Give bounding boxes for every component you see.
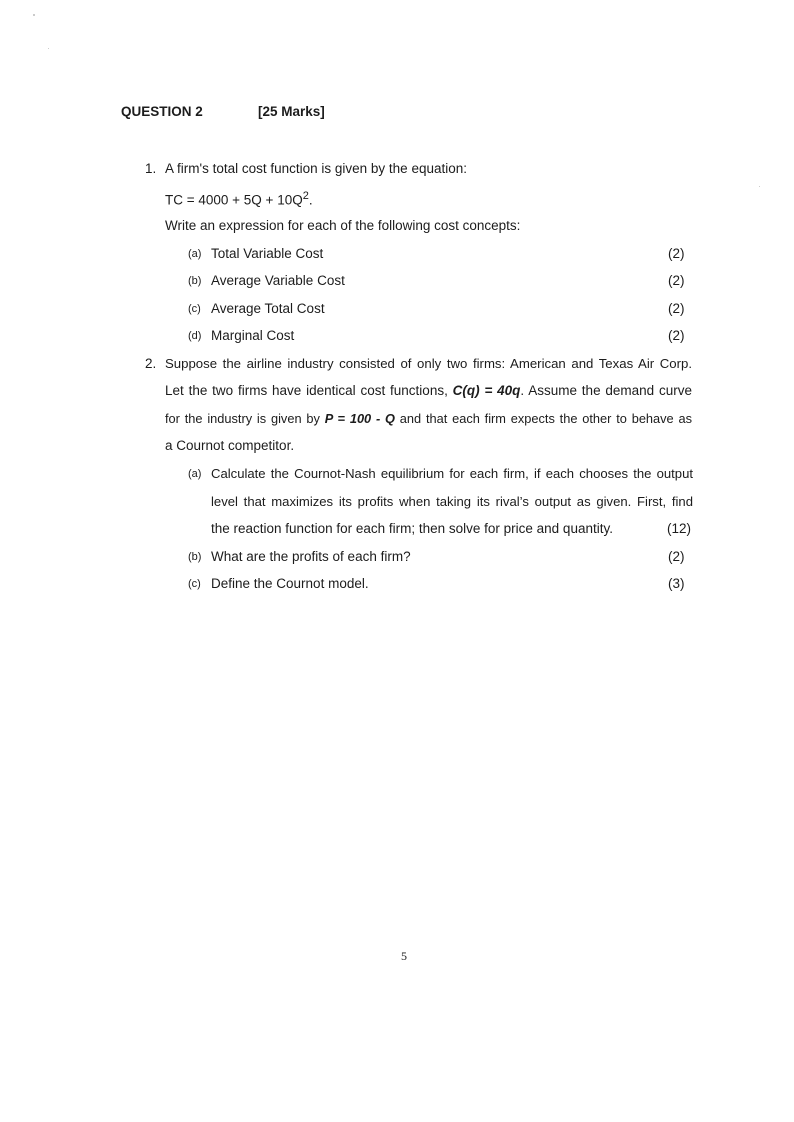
q2-part-b-text: What are the profits of each firm? <box>211 549 411 564</box>
q2-line-4: a Cournot competitor. <box>165 438 295 453</box>
q2-line-1: Suppose the airline industry consisted of only two firms: American and Texas Air Corp. <box>165 356 692 371</box>
q1-part-c-label: (c) <box>188 303 201 315</box>
q2-line-2 <box>165 383 692 398</box>
q1-part-a-label: (a) <box>188 248 202 260</box>
q2-demand-function: P = 100 - Q <box>324 411 395 426</box>
q2-line-3 <box>165 411 692 426</box>
q1-equation-end: . <box>308 192 313 208</box>
q1-part-b-text: Average Variable Cost <box>211 273 345 288</box>
q1-equation-main: TC = 4000 + 5Q + 10Q <box>165 192 303 208</box>
q1-part-a-marks: (2) <box>668 246 685 261</box>
q2-part-b-label: (b) <box>188 551 202 563</box>
page-number: 5 <box>401 949 407 963</box>
q1-equation-exponent: 2 <box>302 190 309 202</box>
scan-speck <box>48 48 49 49</box>
question-marks: [25 Marks] <box>258 104 325 119</box>
q2-cost-function: C(q) = 40q <box>452 383 521 398</box>
q1-part-c-marks: (2) <box>668 301 685 316</box>
q1-part-d-label: (d) <box>188 330 202 342</box>
q2-part-b-marks: (2) <box>668 549 685 564</box>
q1-equation <box>165 190 313 208</box>
q2-line-2-end: . Assume the demand curve <box>520 383 692 398</box>
question-title: QUESTION 2 <box>121 104 203 119</box>
q1-part-c-text: Average Total Cost <box>211 301 325 316</box>
q2-part-a-label: (a) <box>188 468 202 480</box>
q2-part-a-line-3: the reaction function for each firm; then solve for price and quantity. <box>211 521 613 536</box>
q1-part-d-text: Marginal Cost <box>211 328 295 343</box>
q1-part-a-text: Total Variable Cost <box>211 246 324 261</box>
q2-line-3-end: and that each firm expects the other to behave as <box>395 411 692 426</box>
q1-part-d-marks: (2) <box>668 328 685 343</box>
q2-part-c-marks: (3) <box>668 576 685 591</box>
q2-part-c-label: (c) <box>188 578 201 590</box>
q2-part-a-line-2: level that maximizes its profits when taking its rival’s output as given. First, find <box>211 494 693 509</box>
q2-part-a-line-1: Calculate the Cournot-Nash equilibrium for each firm, if each chooses the output <box>211 466 693 481</box>
q2-part-a-marks: (12) <box>667 521 692 536</box>
scan-speck <box>759 186 760 187</box>
q2-line-3-start: for the industry is given by <box>165 411 325 426</box>
q1-instruction: Write an expression for each of the following cost concepts: <box>165 218 521 233</box>
q1-number: 1. <box>145 161 157 176</box>
q2-part-c-text: Define the Cournot model. <box>211 576 369 591</box>
q1-intro: A firm's total cost function is given by the equation: <box>165 161 467 176</box>
q2-number: 2. <box>145 356 157 371</box>
q1-part-b-marks: (2) <box>668 273 685 288</box>
q2-line-2-start: Let the two firms have identical cost functions, <box>165 383 453 398</box>
q1-part-b-label: (b) <box>188 275 202 287</box>
scan-speck <box>33 14 35 16</box>
